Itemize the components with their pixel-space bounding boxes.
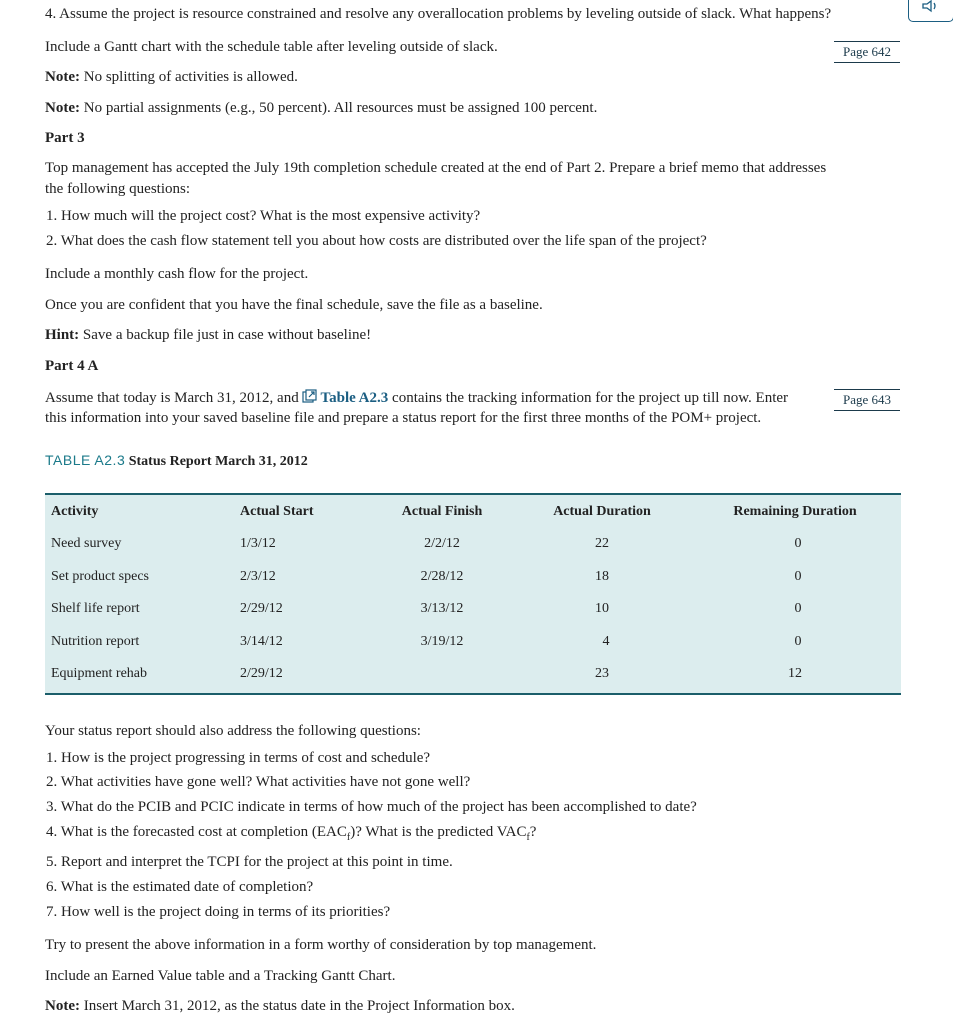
- cell-remaining-duration: 0: [794, 601, 802, 616]
- header-actual-finish: Actual Finish: [401, 504, 483, 519]
- note-label: Note:: [45, 69, 80, 85]
- hint: [45, 327, 371, 344]
- table-title: Status Report March 31, 2012: [128, 454, 308, 469]
- q4-sub2: f: [526, 832, 530, 843]
- cell-activity: Shelf life report: [51, 601, 140, 616]
- part-4a-line1-pre: Assume that today is March 31, 2012, and: [45, 390, 303, 406]
- cell-actual-start: 1/3/12: [240, 536, 276, 551]
- part-3-question-2: 2. What does the cash flow statement tell you about how costs are distributed over the life span of the project?: [46, 233, 707, 249]
- earned-value-instruction: Include an Earned Value table and a Tracking Gantt Chart.: [45, 968, 396, 984]
- speaker-icon: [921, 0, 941, 13]
- part-3-heading: Part 3: [45, 130, 85, 146]
- header-remaining-duration: Remaining Duration: [733, 504, 857, 519]
- cell-actual-duration: 10: [595, 601, 609, 616]
- cell-actual-start: 2/29/12: [240, 601, 283, 616]
- part-4a-line1: [45, 389, 788, 407]
- baseline-instruction: Once you are confident that you have the final schedule, save the file as a baseline.: [45, 297, 543, 313]
- present-instruction: Try to present the above information in a form worthy of consideration by top management.: [45, 937, 597, 953]
- status-intro: Your status report should also address the following questions:: [45, 723, 421, 739]
- status-question-1: 1. How is the project progressing in terms of cost and schedule?: [46, 750, 431, 766]
- cell-activity: Nutrition report: [51, 634, 140, 649]
- note-text: No splitting of activities is allowed.: [79, 69, 298, 85]
- cell-actual-finish: 2/2/12: [424, 536, 460, 551]
- cell-actual-duration: 23: [595, 666, 609, 681]
- cell-remaining-duration: 12: [788, 666, 802, 681]
- q4-mid: )? What is the predicted VAC: [350, 824, 527, 840]
- cell-remaining-duration: 0: [794, 569, 802, 584]
- part-3-question-1: 1. How much will the project cost? What is the most expensive activity?: [46, 208, 481, 224]
- note-partial: [45, 100, 597, 117]
- page-marker-643: Page 643: [834, 389, 900, 411]
- cell-actual-start: 2/3/12: [240, 569, 276, 584]
- status-question-3: 3. What do the PCIB and PCIC indicate in terms of how much of the project has been accomplished to date?: [46, 799, 697, 815]
- status-question-6: 6. What is the estimated date of completion?: [46, 879, 314, 895]
- status-question-2: 2. What activities have gone well? What activities have not gone well?: [46, 774, 471, 790]
- hint-label: Hint:: [45, 327, 80, 343]
- cell-remaining-duration: 0: [794, 536, 802, 551]
- part-4a-line2: this information into your saved baseline file and prepare a status report for the first three months of the POM+ project.: [45, 410, 762, 426]
- cell-actual-finish: 2/28/12: [420, 569, 464, 584]
- note-text: No partial assignments (e.g., 50 percent). All resources must be assigned 100 percent.: [79, 100, 598, 116]
- cell-activity: Equipment rehab: [51, 666, 148, 681]
- part-3-intro-line2: the following questions:: [45, 181, 190, 197]
- page-marker-642: Page 642: [834, 41, 900, 63]
- gantt-instruction: Include a Gantt chart with the schedule table after leveling outside of slack.: [45, 39, 498, 55]
- table-caption: [45, 452, 308, 470]
- table-a2-3-link-text: Table A2.3: [320, 390, 389, 406]
- note-label: Note:: [45, 100, 80, 116]
- cell-actual-duration: 4: [602, 634, 610, 649]
- status-question-5: 5. Report and interpret the TCPI for the project at this point in time.: [46, 854, 453, 870]
- cell-activity: Need survey: [51, 536, 122, 551]
- cell-activity: Set product specs: [51, 569, 149, 584]
- header-actual-start: Actual Start: [240, 504, 314, 519]
- header-actual-duration: Actual Duration: [553, 504, 651, 519]
- question-4: 4. Assume the project is resource constrained and resolve any overallocation problems by leveling outside of slack. What happens?: [45, 6, 832, 22]
- hint-text: Save a backup file just in case without baseline!: [79, 327, 372, 343]
- note-splitting: [45, 69, 298, 86]
- q4-post: ?: [529, 824, 537, 840]
- status-report-table: [45, 493, 901, 695]
- part-4a-line1-post: contains the tracking information for the project up till now. Enter: [388, 390, 789, 406]
- table-a2-3-link[interactable]: [302, 390, 388, 406]
- part-4a-heading: Part 4 A: [45, 358, 99, 374]
- audio-button[interactable]: [908, 0, 953, 22]
- q4-pre: 4. What is the forecasted cost at completion (EAC: [46, 824, 347, 840]
- cell-remaining-duration: 0: [794, 634, 802, 649]
- cell-actual-duration: 22: [595, 536, 609, 551]
- note-label: Note:: [45, 998, 80, 1014]
- status-question-7: 7. How well is the project doing in terms of its priorities?: [46, 904, 391, 920]
- status-date-note: [45, 998, 515, 1015]
- cashflow-instruction: Include a monthly cash flow for the project.: [45, 266, 309, 282]
- header-activity: Activity: [51, 504, 99, 519]
- part-3-intro-line1: Top management has accepted the July 19th completion schedule created at the end of Part 2. Prepare a brief memo that addresses: [45, 160, 827, 176]
- cell-actual-start: 2/29/12: [240, 666, 283, 681]
- q4-sub1: f: [346, 832, 351, 843]
- external-link-icon: [302, 389, 317, 404]
- cell-actual-finish: 3/13/12: [420, 601, 464, 616]
- note-text: Insert March 31, 2012, as the status date in the Project Information box.: [79, 998, 515, 1014]
- cell-actual-finish: 3/19/12: [420, 634, 464, 649]
- table-label: TABLE A2.3: [45, 452, 126, 468]
- cell-actual-start: 3/14/12: [240, 634, 283, 649]
- status-question-4: [46, 824, 536, 843]
- cell-actual-duration: 18: [595, 569, 609, 584]
